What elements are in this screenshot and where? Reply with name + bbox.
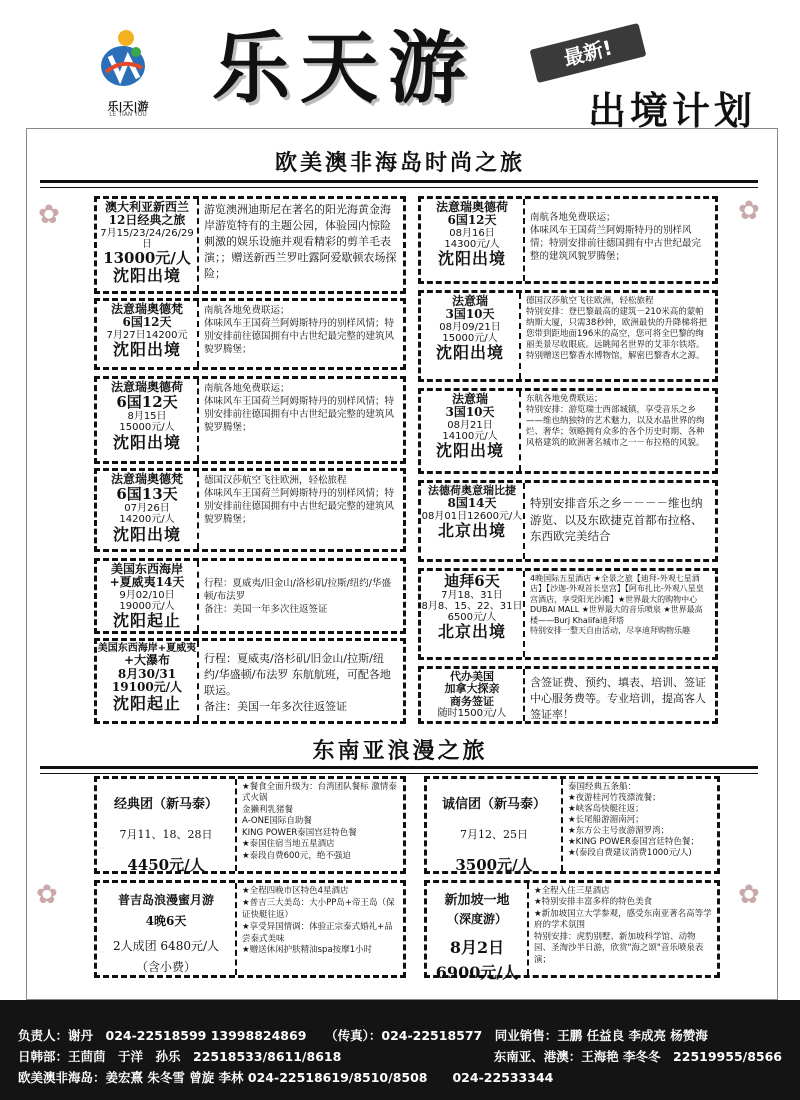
tour-departure: 沈阳出境 (112, 524, 181, 544)
tour-card[interactable] (94, 298, 406, 370)
tour-price: 19100元/人 (111, 680, 183, 695)
tour-dates: 7月27日14200元 (106, 329, 188, 341)
tour-destination: 法意瑞 (451, 294, 488, 308)
tour-description: 特别安排一整天自由活动，尽享迪拜购物乐趣 (530, 625, 690, 635)
tour-title: 经典团（新马泰） (113, 797, 218, 812)
tour-item: ★特别安排丰富多样的特色美食 (534, 897, 653, 908)
tour-description: 东航各地免费联运； (526, 394, 603, 404)
flower-decoration-icon: ✿ (738, 196, 760, 226)
visa-description: 含签证费、预约、填表、培训、签证中心服务费等。专业培训，提高客人签证率！ (530, 676, 706, 721)
tour-duration: 6国12天 (122, 315, 172, 330)
tour-dates: 08月21日 (447, 419, 493, 431)
tour-price: 6900元/人 (435, 963, 519, 982)
tour-duration: 12日经典之旅 (108, 213, 186, 228)
tour-dates: 7月15/23/24/26/29日 (100, 227, 194, 251)
tour-duration: 6国12天 (447, 213, 497, 228)
visa-card[interactable] (418, 666, 718, 724)
tour-destination: 澳大利亚新西兰 (104, 200, 189, 214)
tour-card[interactable] (94, 558, 406, 634)
tour-item: ★泰国住宿当地五星酒店 (242, 839, 335, 850)
tour-card[interactable] (94, 196, 406, 294)
tour-description: 体味风车王国荷兰阿姆斯特丹的别样风情；特别安排前往德国拥有中古世纪最完整的建筑风貌罗腾堡； (204, 488, 395, 526)
tour-item: ★普吉三大美岛：大小PP岛+帝王岛（保证快艇往返） (242, 897, 395, 920)
tour-item: ★新加坡国立大学参观，感受东南亚著名高等学府的学术氛围 (534, 908, 712, 931)
tour-title: （深度游） (446, 912, 507, 926)
tour-duration: 6国13天 (116, 485, 178, 504)
tour-price: 3500元/人 (455, 856, 533, 874)
tour-destination: 法意瑞奥德梵 (110, 472, 183, 486)
tour-dates: 07月26日 (124, 503, 170, 515)
tour-card[interactable] (418, 480, 718, 562)
tour-destination: 法意瑞奥德荷 (110, 380, 183, 394)
tour-dates: 8月8、15、22、31日 (421, 600, 523, 612)
tour-price: 14200元/人 (119, 514, 175, 526)
visa-title: 商务签证 (450, 694, 494, 708)
tour-title: 普吉岛浪漫蜜月游 (117, 893, 214, 907)
tour-price: 19000元/人 (119, 601, 175, 613)
visa-title: 加拿大探亲 (444, 682, 500, 696)
flower-decoration-icon: ✿ (738, 880, 760, 910)
tour-description: 德国汉莎航空飞往欧洲，轻松旅程 (526, 296, 654, 306)
tour-card[interactable] (418, 388, 718, 474)
tour-description: 体味风车王国荷兰阿姆斯特丹的别样风情；特别安排前往德国拥有中古世纪最完整的建筑风貌罗腾堡； (204, 396, 395, 434)
tour-item: ★赠送休闲护肤精油spa按摩1小时 (242, 945, 373, 956)
tour-title: 新加坡一地 (444, 893, 510, 908)
tour-description: 南航各地免费联运； (204, 383, 290, 394)
tour-departure: 沈阳出境 (112, 432, 181, 452)
tour-duration: +大瀑布 (123, 653, 171, 668)
tour-departure: 沈阳出境 (112, 266, 181, 286)
tour-price: 2人成团 6480元/人 (112, 939, 220, 953)
logo-subtitle: LE TIAN YOU (109, 111, 147, 118)
tour-departure: 沈阳出境 (435, 343, 504, 363)
tour-dates: 8月30/31 (117, 666, 177, 681)
tour-item: ★KING POWER泰国宫廷特色餐； (568, 837, 699, 848)
tour-destination: 法意瑞奥德梵 (110, 302, 183, 316)
logo-text: 乐|天|游 (107, 100, 149, 113)
tour-dates: 08月09/21日 (439, 321, 501, 333)
tour-price: 4450元/人 (127, 856, 205, 874)
tour-dates: 9月02/10日 (119, 589, 175, 601)
tour-card[interactable] (94, 880, 406, 978)
tour-item: A-ONE国际自助餐 (242, 816, 312, 827)
tour-item: ★(泰段自费建议消费1000元/人) (568, 848, 692, 859)
tour-card[interactable] (94, 776, 406, 874)
tour-card[interactable] (418, 290, 718, 382)
tour-item: ★享受异国情调：体验正宗泰式婚礼+品尝泰式美味 (242, 921, 393, 944)
tour-title: 诚信团（新马泰） (441, 797, 546, 812)
tour-dates: 7月11、18、28日 (119, 828, 213, 841)
tour-item: ★峡客岛快艇往返； (568, 804, 644, 815)
contact-row: 欧美澳非海岛：姜宏熹 朱冬雪 曾旋 李林 024-22518619/8510/8508 024-22533344 (18, 1070, 554, 1085)
tour-departure: 沈阳出境 (437, 249, 506, 269)
tour-departure: 沈阳出境 (435, 441, 504, 461)
tour-price: 15000元/人 (119, 422, 175, 434)
contact-japan-korea: 日韩部：王茴茴 于洋 孙乐 22518533/8611/8618 (18, 1049, 342, 1064)
tour-card[interactable] (424, 776, 720, 874)
tour-description: 行程：夏威夷/洛杉矶/旧金山/拉斯/纽约/华盛顿/布法罗 东航航班，可配各地联运。 (204, 652, 391, 697)
tour-description: 南航各地免费联运； (530, 212, 616, 223)
tour-duration: 3国10天 (445, 307, 495, 322)
tour-description: 体味风车王国荷兰阿姆斯特丹的别样风情；特别安排前往德国拥有中古世纪最完整的建筑风貌罗腾堡； (530, 225, 702, 263)
flower-decoration-icon: ✿ (38, 200, 60, 230)
tour-description: 体味风车王国荷兰阿姆斯特丹的别样风情；特别安排前往德国拥有中古世纪最完整的建筑风貌罗腾堡； (204, 318, 395, 356)
tour-note: （含小费） (135, 960, 196, 974)
tour-duration: 8国14天 (447, 496, 497, 511)
contact-southeast-asia: 东南亚、港澳：王海艳 李冬冬 22519955/8566 (493, 1049, 782, 1064)
visa-price: 随时1500元/人 (437, 707, 507, 719)
tour-departure: 沈阳起止 (112, 693, 181, 713)
tour-duration: 4晚6天 (145, 914, 187, 928)
tour-dates: 08月16日 (449, 227, 495, 239)
tour-item: ★全程四晚市区特色4星酒店 (242, 886, 349, 896)
tour-item: 金獭利乳猪餐 (242, 804, 294, 815)
tour-destination: 法意瑞 (451, 392, 488, 406)
tour-destination: 迪拜6天 (444, 572, 500, 590)
tour-price: 14100元/人 (442, 431, 498, 443)
tour-card[interactable] (418, 196, 718, 284)
tour-departure: 沈阳出境 (112, 340, 181, 360)
tour-dates: 08月01日12600元/人 (421, 510, 523, 522)
flower-decoration-icon: ✿ (36, 880, 58, 910)
tour-departure: 北京出境 (437, 520, 506, 540)
tour-description: 游览澳洲迪斯尼在著名的阳光海黄金海岸游览特有的主题公园，体验园内惊险刺激的娱乐设施并观看精彩的剪羊毛表演；；赠送新西兰罗吐露阿爱歇顿农场探险； (204, 203, 397, 280)
tour-price: 14300元/人 (444, 239, 500, 251)
tour-duration: 3国10天 (445, 405, 495, 420)
tour-card[interactable] (94, 468, 406, 552)
tour-duration: 6国12天 (116, 393, 178, 412)
tour-item: ★餐食全面升级为：台湾团队餐标 激情泰式火锅 (242, 782, 397, 804)
tour-item: 泰国经典五条船： (568, 782, 637, 792)
section-title-europe: 欧美澳非海岛时尚之旅 (274, 151, 525, 176)
tour-description: 备注：美国一年多次往返签证 (204, 699, 347, 713)
tour-description: 4晚国际五星酒店 ★全景之旅【迪拜-外观七星酒店】【沙迦-外观首长皇宫】【阿布扎比-外观八星皇宫酒店，享受阳光沙滩】★世界最大的购物中心DUBAI MALL ★世界最大的音乐喷泉 ★世界最高楼——Burj Khalifa迪拜塔 (530, 574, 704, 625)
tour-dates: 8月15日 (127, 411, 167, 423)
tour-price: 15000元/人 (442, 333, 498, 345)
newest-badge: 最新! (530, 23, 647, 83)
section-title-asia: 东南亚浪漫之旅 (312, 739, 488, 764)
tour-description: 南航各地免费联运； (204, 305, 290, 316)
tour-description: 特别安排：登巴黎最高的建筑－210米高的蒙帕纳斯大厦，只需38秒钟，欧洲最快的升降梯将把您带到距地面196米的高空，您可将全巴黎的绚丽美景尽收眼底。远眺闻名世界的艾菲尔铁塔。特别赠送巴黎香水博物馆，解密巴黎香水之源。 (526, 307, 707, 362)
logo-icon (98, 28, 148, 88)
tour-destination: 法意瑞奥德荷 (435, 200, 508, 214)
section-divider (40, 766, 758, 774)
tour-price: 13000元/人 (103, 249, 191, 268)
tour-card[interactable] (418, 568, 718, 660)
tour-item: ★东方公主号夜游湄罗湾； (568, 826, 670, 837)
tour-card[interactable] (94, 376, 406, 464)
tour-card[interactable] (94, 638, 406, 724)
tour-destination: 美国东西海岸 (110, 562, 183, 576)
visa-title: 代办美国 (450, 670, 494, 683)
tour-item: ★长尾船游湄南河； (568, 815, 644, 826)
contact-row: 负责人：谢丹 024-22518599 13998824869 （传真）：024-22518577 同业销售：王鹏 任益良 李成亮 杨赞海 (18, 1028, 708, 1043)
tour-card[interactable] (424, 880, 720, 982)
tour-description: 备注：美国一年多次往返签证 (204, 604, 328, 616)
tour-destination: 美国东西海岸+夏威夷 (97, 643, 197, 654)
tour-item: ★全程入住三星酒店 (534, 886, 610, 896)
section-divider (40, 180, 758, 188)
tour-item: KING POWER泰国宫廷特色餐 (242, 827, 357, 838)
plan-title: 出境计划 (588, 88, 757, 133)
tour-description: 德国汉莎航空飞往欧洲，轻松旅程 (204, 475, 347, 486)
contact-footer (0, 1000, 800, 1100)
tour-departure: 北京出境 (437, 622, 506, 642)
tour-dates: 8月2日 (449, 938, 505, 957)
tour-item: 特别安排：虎豹别墅、新加坡科学馆、动物园、圣淘沙半日游，欣赏"海之颂"音乐喷泉表演； (534, 931, 704, 965)
tour-item: ★夜游桂河竹筏漂流餐； (568, 793, 661, 804)
tour-dates: 7月12、25日 (460, 828, 528, 841)
tour-duration: +夏威夷14天 (109, 575, 185, 590)
brand-title: 乐天游 (212, 23, 477, 114)
tour-description: 特别安排：游览瑞士西部城镇，享受音乐之乡——维也纳独特的艺术魅力，以及水晶世界的绚烂、奢华；领略拥有众多的各个历史时期、各种风格建筑的欧洲著名城市之一－布拉格的风貌。 (526, 405, 705, 449)
tour-item: ★泰段自费600元，绝不强迫 (242, 850, 351, 861)
tour-description: 特别安排音乐之乡－－－－维也纳游览、以及东欧捷克首都布拉格、东西欧完美结合 (530, 496, 703, 544)
tour-departure: 沈阳起止 (112, 611, 181, 631)
tour-dates: 7月18、31日 (441, 589, 503, 601)
tour-destination: 法德荷奥意瑞比捷 (428, 484, 516, 497)
contact-row (18, 1046, 782, 1067)
tour-price: 6500元/人 (447, 612, 497, 624)
tour-description: 行程：夏威夷/旧金山/洛杉矶/拉斯/纽约/华盛顿/布法罗 (204, 578, 392, 603)
